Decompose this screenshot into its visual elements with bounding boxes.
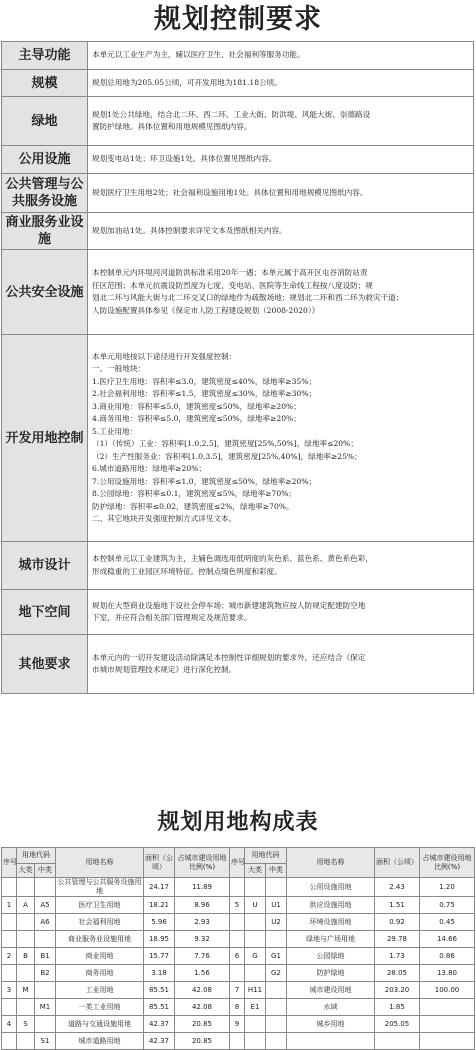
land-cell-right-major bbox=[245, 931, 266, 948]
land-cell-right-medium: U2 bbox=[266, 914, 287, 931]
requirement-row bbox=[2, 42, 474, 70]
land-cell-right-seq: 5 bbox=[230, 897, 245, 914]
land-cell-left-major bbox=[17, 931, 35, 948]
land-cell-right-medium bbox=[266, 931, 287, 948]
requirement-value bbox=[88, 335, 474, 542]
land-cell-right-medium: G2 bbox=[266, 965, 287, 982]
land-cell-right-name bbox=[287, 1033, 375, 1050]
requirement-value bbox=[88, 174, 474, 213]
requirement-key: 公共安全设施 bbox=[2, 250, 88, 335]
requirement-line: 规划在大型商业设施地下设社会停车场；城市新建建筑物应按人防规定配建防空地 bbox=[92, 600, 366, 610]
header-seq-right: 序号 bbox=[230, 848, 245, 878]
land-cell-right-seq bbox=[230, 931, 245, 948]
land-cell-left-major: S bbox=[17, 1016, 35, 1033]
land-cell-right-seq bbox=[230, 914, 245, 931]
requirement-line: 规划医疗卫生用地2处；社会福利设施用地1处。具体位置和用地规模见图纸内容。 bbox=[92, 187, 368, 197]
requirement-value bbox=[88, 250, 474, 335]
land-cell-right-area: 1.85 bbox=[375, 999, 420, 1016]
land-cell-left-seq: 4 bbox=[2, 1016, 17, 1033]
land-cell-right-major bbox=[245, 1016, 266, 1033]
land-cell-right-major: H11 bbox=[245, 982, 266, 999]
requirement-key: 其他要求 bbox=[2, 635, 88, 694]
land-cell-left-seq bbox=[2, 931, 17, 948]
land-cell-left-seq: 2 bbox=[2, 948, 17, 965]
requirement-key: 商业服务业设施 bbox=[2, 213, 88, 250]
land-cell-left-seq bbox=[2, 999, 17, 1016]
requirement-key: 城市设计 bbox=[2, 542, 88, 590]
land-cell-left-major bbox=[17, 965, 35, 982]
requirement-line: 规划总用地为205.05公顷，可开发用地为181.18公顷。 bbox=[92, 77, 282, 87]
requirement-line: 防护绿地：容积率≤0.02，建筑密度≤2%，绿地率≥70%。 bbox=[92, 501, 294, 511]
requirement-row bbox=[2, 542, 474, 590]
requirement-key: 绿地 bbox=[2, 97, 88, 146]
land-row bbox=[2, 931, 475, 948]
requirement-line: 规划加油站1处。具体控制要求详见文本及图纸相关内容。 bbox=[92, 225, 287, 235]
land-cell-left-area: 85.51 bbox=[144, 999, 175, 1016]
land-cell-left-ratio: 2.93 bbox=[175, 914, 230, 931]
land-row bbox=[2, 982, 475, 999]
requirement-line: 2.社会福利用地：容积率≤1.5，建筑密度≤30%，绿地率≥30%； bbox=[92, 389, 317, 398]
header-major-right: 大类 bbox=[245, 864, 266, 878]
requirement-row bbox=[2, 250, 474, 335]
land-cell-right-ratio: 1.20 bbox=[420, 878, 475, 897]
land-cell-left-medium: S1 bbox=[35, 1033, 56, 1050]
land-cell-right-area: 2.43 bbox=[375, 878, 420, 897]
land-cell-left-major bbox=[17, 1033, 35, 1050]
requirement-row bbox=[2, 635, 474, 694]
land-cell-right-name: 供应设施用地 bbox=[287, 897, 375, 914]
land-cell-right-ratio: 13.80 bbox=[420, 965, 475, 982]
header-medium: 中类 bbox=[35, 864, 56, 878]
land-cell-left-major: B bbox=[17, 948, 35, 965]
land-cell-left-ratio: 9.32 bbox=[175, 931, 230, 948]
land-cell-right-ratio: 100.00 bbox=[420, 982, 475, 999]
land-cell-left-medium bbox=[35, 982, 56, 999]
land-cell-left-name: 社会福利用地 bbox=[56, 914, 144, 931]
requirement-row bbox=[2, 590, 474, 635]
land-row bbox=[2, 1033, 475, 1050]
land-cell-left-ratio: 20.85 bbox=[175, 1033, 230, 1050]
requirement-key: 公共管理与公共服务设施 bbox=[2, 174, 88, 213]
requirement-value bbox=[88, 146, 474, 174]
land-row bbox=[2, 965, 475, 982]
land-cell-right-major bbox=[245, 1033, 266, 1050]
requirement-row bbox=[2, 213, 474, 250]
land-header-row bbox=[2, 848, 475, 864]
requirement-line: 规划变电站1处；环卫设施1处。具体位置见图纸内容。 bbox=[92, 154, 277, 164]
land-row bbox=[2, 948, 475, 965]
requirement-row bbox=[2, 97, 474, 146]
header-code: 用地代码 bbox=[17, 848, 56, 864]
land-cell-left-area: 15.77 bbox=[144, 948, 175, 965]
land-cell-right-name: 绿地与广场用地 bbox=[287, 931, 375, 948]
land-cell-left-major: A bbox=[17, 897, 35, 914]
requirement-row bbox=[2, 70, 474, 97]
land-cell-right-medium bbox=[266, 878, 287, 897]
land-cell-right-area: 29.78 bbox=[375, 931, 420, 948]
land-cell-left-seq: 1 bbox=[2, 897, 17, 914]
land-cell-left-name: 城市道路用地 bbox=[56, 1033, 144, 1050]
requirement-line: 本控制单元以工业建筑为主，主辅色调选用低明度的灰色系、蓝色系、黄色系色彩， bbox=[92, 554, 373, 563]
land-cell-left-seq: 3 bbox=[2, 982, 17, 999]
header-name-right: 用地名称 bbox=[287, 848, 375, 878]
land-cell-left-major bbox=[17, 914, 35, 931]
requirement-row bbox=[2, 174, 474, 213]
land-cell-right-ratio bbox=[420, 1033, 475, 1050]
requirement-line: 置防护绿地。具体位置和用地规模见图纸内容。 bbox=[92, 122, 252, 131]
land-cell-right-ratio: 0.86 bbox=[420, 948, 475, 965]
requirement-key: 主导功能 bbox=[2, 42, 88, 70]
requirement-line: 5.工业用地： bbox=[92, 426, 138, 436]
land-cell-left-medium: B2 bbox=[35, 965, 56, 982]
land-cell-right-ratio: 0.45 bbox=[420, 914, 475, 931]
land-cell-left-major bbox=[17, 999, 35, 1016]
land-cell-left-ratio: 42.08 bbox=[175, 999, 230, 1016]
land-cell-right-ratio bbox=[420, 999, 475, 1016]
land-cell-right-seq bbox=[230, 1033, 245, 1050]
requirement-line: 一、一般地块： bbox=[92, 364, 146, 373]
requirement-line: 规划1处公共绿地，结合北二环、西二环、工业大街、防洪堤、风能大街、崇德路设 bbox=[92, 109, 371, 119]
land-cell-right-seq: 8 bbox=[230, 999, 245, 1016]
requirement-line: 划北二环与风能大街与北二环交叉口的绿地作为疏散场地；规划北二环和西二环为救灾干道； bbox=[92, 293, 404, 302]
land-cell-left-name: 商业用地 bbox=[56, 948, 144, 965]
land-cell-left-ratio: 11.89 bbox=[175, 878, 230, 897]
requirement-value bbox=[88, 635, 474, 694]
land-cell-right-medium bbox=[266, 999, 287, 1016]
land-row bbox=[2, 878, 475, 897]
land-cell-left-area: 5.96 bbox=[144, 914, 175, 931]
land-cell-left-name: 道路与交通设施用地 bbox=[56, 1016, 144, 1033]
requirement-line: （2）生产性服务业：容积率[1.0,3.5]，建筑密度[25%,40%]，绿地率≥25%； bbox=[92, 451, 362, 461]
requirement-line: 下室，并应符合相关部门管理规定及规范要求。 bbox=[92, 613, 252, 622]
land-cell-right-seq bbox=[230, 965, 245, 982]
land-cell-left-seq bbox=[2, 1033, 17, 1050]
requirement-line: 6.城市道路用地：绿地率≥20%； bbox=[92, 464, 207, 473]
land-cell-left-medium bbox=[35, 1016, 56, 1033]
land-cell-right-name: 水域 bbox=[287, 999, 375, 1016]
land-cell-right-area: 0.92 bbox=[375, 914, 420, 931]
land-cell-left-area: 3.18 bbox=[144, 965, 175, 982]
land-cell-right-medium: G1 bbox=[266, 948, 287, 965]
land-cell-left-area: 85.51 bbox=[144, 982, 175, 999]
requirement-key: 地下空间 bbox=[2, 590, 88, 635]
land-cell-left-major bbox=[17, 878, 35, 897]
land-cell-left-medium bbox=[35, 878, 56, 897]
land-row bbox=[2, 1016, 475, 1033]
land-cell-left-name: 商业服务业设施用地 bbox=[56, 931, 144, 948]
land-cell-left-major: M bbox=[17, 982, 35, 999]
land-cell-left-name: 一类工业用地 bbox=[56, 999, 144, 1016]
land-cell-right-medium bbox=[266, 982, 287, 999]
header-area: 面积（公顷） bbox=[144, 848, 175, 878]
land-cell-right-name: 公园绿地 bbox=[287, 948, 375, 965]
land-cell-right-area bbox=[375, 1033, 420, 1050]
land-cell-left-name: 医疗卫生用地 bbox=[56, 897, 144, 914]
requirement-line: 3.商业用地：容积率≤5.0，建筑密度≤50%，绿地率≥20%； bbox=[92, 401, 301, 411]
land-cell-right-area: 1.51 bbox=[375, 897, 420, 914]
land-cell-right-area: 205.05 bbox=[375, 1016, 420, 1033]
header-seq: 序号 bbox=[2, 848, 17, 878]
land-row bbox=[2, 999, 475, 1016]
requirement-value bbox=[88, 213, 474, 250]
land-cell-left-area: 18.95 bbox=[144, 931, 175, 948]
land-cell-left-seq bbox=[2, 878, 17, 897]
land-cell-left-area: 24.17 bbox=[144, 878, 175, 897]
land-cell-right-area: 28.05 bbox=[375, 965, 420, 982]
header-medium-right: 中类 bbox=[266, 864, 287, 878]
land-cell-left-area: 42.37 bbox=[144, 1033, 175, 1050]
land-cell-left-seq bbox=[2, 965, 17, 982]
land-cell-left-ratio: 1.56 bbox=[175, 965, 230, 982]
land-cell-right-name: 公用设施用地 bbox=[287, 878, 375, 897]
land-cell-left-medium: B1 bbox=[35, 948, 56, 965]
land-cell-left-medium bbox=[35, 931, 56, 948]
land-cell-right-seq: 7 bbox=[230, 982, 245, 999]
requirement-value bbox=[88, 97, 474, 146]
land-cell-right-medium bbox=[266, 1016, 287, 1033]
header-area-right: 面积（公顷） bbox=[375, 848, 420, 878]
requirement-line: 8.公园绿地：容积率≤0.1，建筑密度≤5%，绿地率≥70%； bbox=[92, 489, 297, 498]
land-cell-right-major: U bbox=[245, 897, 266, 914]
planning-requirements-table bbox=[1, 41, 474, 694]
land-use-table bbox=[1, 847, 475, 1050]
land-row bbox=[2, 897, 475, 914]
land-cell-right-name: 防护绿地 bbox=[287, 965, 375, 982]
land-cell-right-seq bbox=[230, 878, 245, 897]
land-cell-left-area: 42.37 bbox=[144, 1016, 175, 1033]
land-cell-left-ratio: 8.96 bbox=[175, 897, 230, 914]
requirement-line: 7.公用设施用地：容积率≤1.0，建筑密度≤50%，绿地率≥20%； bbox=[92, 476, 317, 486]
land-cell-right-area: 1.73 bbox=[375, 948, 420, 965]
requirement-line: 市城市规划管理技术规定》进行深化控制。 bbox=[92, 665, 237, 674]
requirement-line: 人防设施配置具体参见《保定市人防工程建设规划（2008-2020）》 bbox=[92, 305, 320, 315]
land-cell-left-ratio: 20.85 bbox=[175, 1016, 230, 1033]
land-cell-right-seq: 6 bbox=[230, 948, 245, 965]
requirement-line: 任区范围；本单元抗震设防烈度为七度，变电站、医院等生命线工程按八度设防；规 bbox=[92, 280, 373, 290]
requirement-line: 4.商务用地：容积率≤5.0，建筑密度≤50%，绿地率≥20%； bbox=[92, 414, 301, 423]
header-name: 用地名称 bbox=[56, 848, 144, 878]
land-cell-right-name: 城市建设用地 bbox=[287, 982, 375, 999]
header-major: 大类 bbox=[17, 864, 35, 878]
land-cell-right-area: 203.20 bbox=[375, 982, 420, 999]
requirement-line: 本控制单元内环堤河河道防洪标准采用20年一遇；本单元属于高开区屯谷消防站责 bbox=[92, 268, 368, 277]
land-use-title: 规划用地构成表 bbox=[157, 810, 319, 835]
requirement-row bbox=[2, 146, 474, 174]
land-cell-right-ratio: 14.66 bbox=[420, 931, 475, 948]
requirement-line: 本单元以工业生产为主，辅以医疗卫生、社会福利等服务功能。 bbox=[92, 50, 305, 60]
land-cell-right-medium bbox=[266, 1033, 287, 1050]
land-cell-right-name: 城乡用地 bbox=[287, 1016, 375, 1033]
land-cell-left-name: 公共管理与公共服务设施用地 bbox=[57, 878, 142, 895]
land-cell-left-name: 工业用地 bbox=[56, 982, 144, 999]
land-cell-left-medium: A5 bbox=[35, 897, 56, 914]
land-cell-left-medium: A6 bbox=[35, 914, 56, 931]
requirement-line: 本单元用地按以下途径进行开发强度控制： bbox=[92, 351, 237, 361]
header-ratio: 占城市建设用地比例(%) bbox=[175, 848, 230, 878]
land-cell-right-medium: U1 bbox=[266, 897, 287, 914]
requirement-value bbox=[88, 590, 474, 635]
requirement-row bbox=[2, 335, 474, 542]
requirement-key: 公用设施 bbox=[2, 146, 88, 174]
requirement-value bbox=[88, 542, 474, 590]
land-cell-right-major bbox=[245, 914, 266, 931]
requirement-key: 规模 bbox=[2, 70, 88, 97]
land-cell-right-ratio: 0.75 bbox=[420, 897, 475, 914]
land-cell-right-major bbox=[245, 965, 266, 982]
requirement-line: 1.医疗卫生用地：容积率≤3.0，建筑密度≤40%，绿地率≥35%； bbox=[92, 376, 317, 386]
land-cell-left-area: 18.21 bbox=[144, 897, 175, 914]
requirement-line: 形成稳重的工业园区环境特征。控制点缀色明度和彩度。 bbox=[92, 566, 282, 576]
requirement-key: 开发用地控制 bbox=[2, 335, 88, 542]
page-title: 规划控制要求 bbox=[154, 4, 322, 35]
land-cell-left-seq bbox=[2, 914, 17, 931]
land-cell-left-ratio: 7.76 bbox=[175, 948, 230, 965]
land-cell-left-name: 商务用地 bbox=[56, 965, 144, 982]
land-cell-right-major: E1 bbox=[245, 999, 266, 1016]
land-cell-left-medium: M1 bbox=[35, 999, 56, 1016]
requirement-value bbox=[88, 42, 474, 70]
land-cell-left-ratio: 42.08 bbox=[175, 982, 230, 999]
land-cell-right-major: G bbox=[245, 948, 266, 965]
land-cell-right-ratio bbox=[420, 1016, 475, 1033]
requirement-value bbox=[88, 70, 474, 97]
requirement-line: 本单元内的一切开发建设活动除满足本控制性详细规划的要求外，还应结合《保定 bbox=[92, 652, 366, 662]
requirement-line: （1）（传统）工业：容积率[1.0,2.5]，建筑密度[25%,50%]，绿地率≤20%； bbox=[92, 439, 358, 448]
header-ratio-right: 占城市建设用地比例(%) bbox=[420, 848, 475, 878]
land-cell-right-name: 环境设施用地 bbox=[287, 914, 375, 931]
land-cell-right-seq: 9 bbox=[230, 1016, 245, 1033]
land-cell-right-major bbox=[245, 878, 266, 897]
requirement-line: 二、其它地块开发强度控制方式详见文本。 bbox=[92, 514, 237, 523]
header-code-right: 用地代码 bbox=[245, 848, 287, 864]
land-row bbox=[2, 914, 475, 931]
